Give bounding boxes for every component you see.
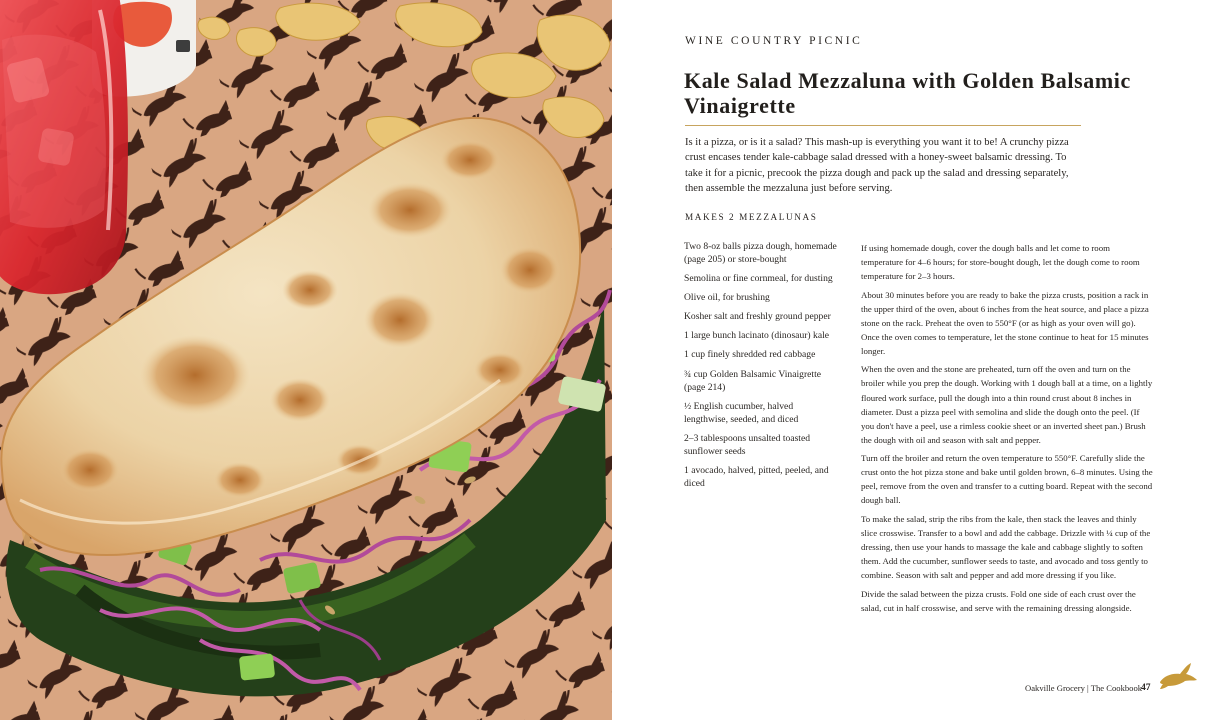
ingredient-item: 1 avocado, halved, pitted, peeled, and diced <box>684 464 829 489</box>
method-step: If using homemade dough, cover the dough balls and let come to room temperature for 4–6 hours; for store-bought dough, let the dough come to room temperature for 2–3 hours. <box>861 243 1140 282</box>
ingredient-item: Kosher salt and freshly ground pepper <box>684 311 831 323</box>
footer-credit: Oakville Grocery | The Cookbook <box>1025 683 1143 693</box>
hare-logo-icon <box>1158 662 1200 690</box>
page-number: 47 <box>1141 682 1151 693</box>
title-rule <box>685 125 1081 126</box>
recipe-yield: MAKES 2 MEZZALUNAS <box>685 212 818 222</box>
method-steps <box>861 241 1153 619</box>
method-step: Turn off the broiler and return the oven temperature to 550°F. Carefully slide the crust onto the hot pizza stone and bake until golden brown, 6–8 minutes. Using the peel, remove from the oven and transfer to a cutting board. Repeat with the second dough ball. <box>861 453 1153 506</box>
ingredient-item: Two 8-oz balls pizza dough, homemade (page 205) or store-bought <box>684 241 837 265</box>
method-step: When the oven and the stone are preheated, turn off the oven and turn on the broiler while you prep the dough. Working with 1 dough ball at a time, on a lightly floured work surface, pull the dough into a thin round crust about 8 inches in diameter. Dust a pizza peel with semolina and slide the dough onto the peel. (If you don't have a peel, use a rimless cookie sheet or an inverted sheet pan.) Brush the dough with oil and season with salt and pepper. <box>861 364 1153 445</box>
method-step: About 30 minutes before you are ready to bake the pizza crusts, position a rack in the upper third of the oven, about 6 inches from the heat source, and place a pizza stone on the rack. Preheat the oven to 550°F (or as high as your oven will go). Once the oven comes to temperature, let the stone continue to heat for 15 minutes longer. <box>861 289 1149 356</box>
ingredient-item: 2–3 tablespoons unsalted toasted sunflower seeds <box>684 432 811 457</box>
recipe-title: Kale Salad Mezzaluna with Golden Balsamic Vinaigrette <box>684 68 1131 118</box>
chapter-heading: WINE COUNTRY PICNIC <box>685 35 863 47</box>
method-step: Divide the salad between the pizza crusts. Fold one side of each crust over the salad, cut in half crosswise, and serve with the remaining dressing alongside. <box>861 588 1136 613</box>
method-step: To make the salad, strip the ribs from the kale, then stack the leaves and thinly slice crosswise. Transfer to a bowl and add the cabbage. Drizzle with ¼ cup of the dressing, then use your hands to massage the kale and cabbage slightly to soften them. Add the cucumber, sunflower seeds to taste, and avocado and toss gently to combine. Season with salt and pepper and add more dressing if you like. <box>861 513 1151 581</box>
ingredient-item: ½ English cucumber, halved lengthwise, seeded, and diced <box>684 400 799 425</box>
ingredient-item: Olive oil, for brushing <box>684 292 770 304</box>
ingredient-item: 1 large bunch lacinato (dinosaur) kale <box>684 330 830 342</box>
recipe-page <box>612 0 1224 720</box>
ingredient-item: 1 cup finely shredded red cabbage <box>684 349 816 361</box>
ingredient-item: ¾ cup Golden Balsamic Vinaigrette (page 214) <box>684 368 821 393</box>
ingredient-list <box>684 240 838 496</box>
ingredient-item: Semolina or fine cornmeal, for dusting <box>684 273 833 285</box>
recipe-intro: Is it a pizza, or is it a salad? This mash-up is everything you want it to be! A crunchy pizza crust encases tender kale-cabbage salad dressed with a honey-sweet balsamic dressing. To take it for a picnic, precook the pizza dough and pack up the salad and dressing separately, then assemble the mezzaluna just before serving. <box>685 137 1069 195</box>
glass-icon <box>0 0 128 294</box>
